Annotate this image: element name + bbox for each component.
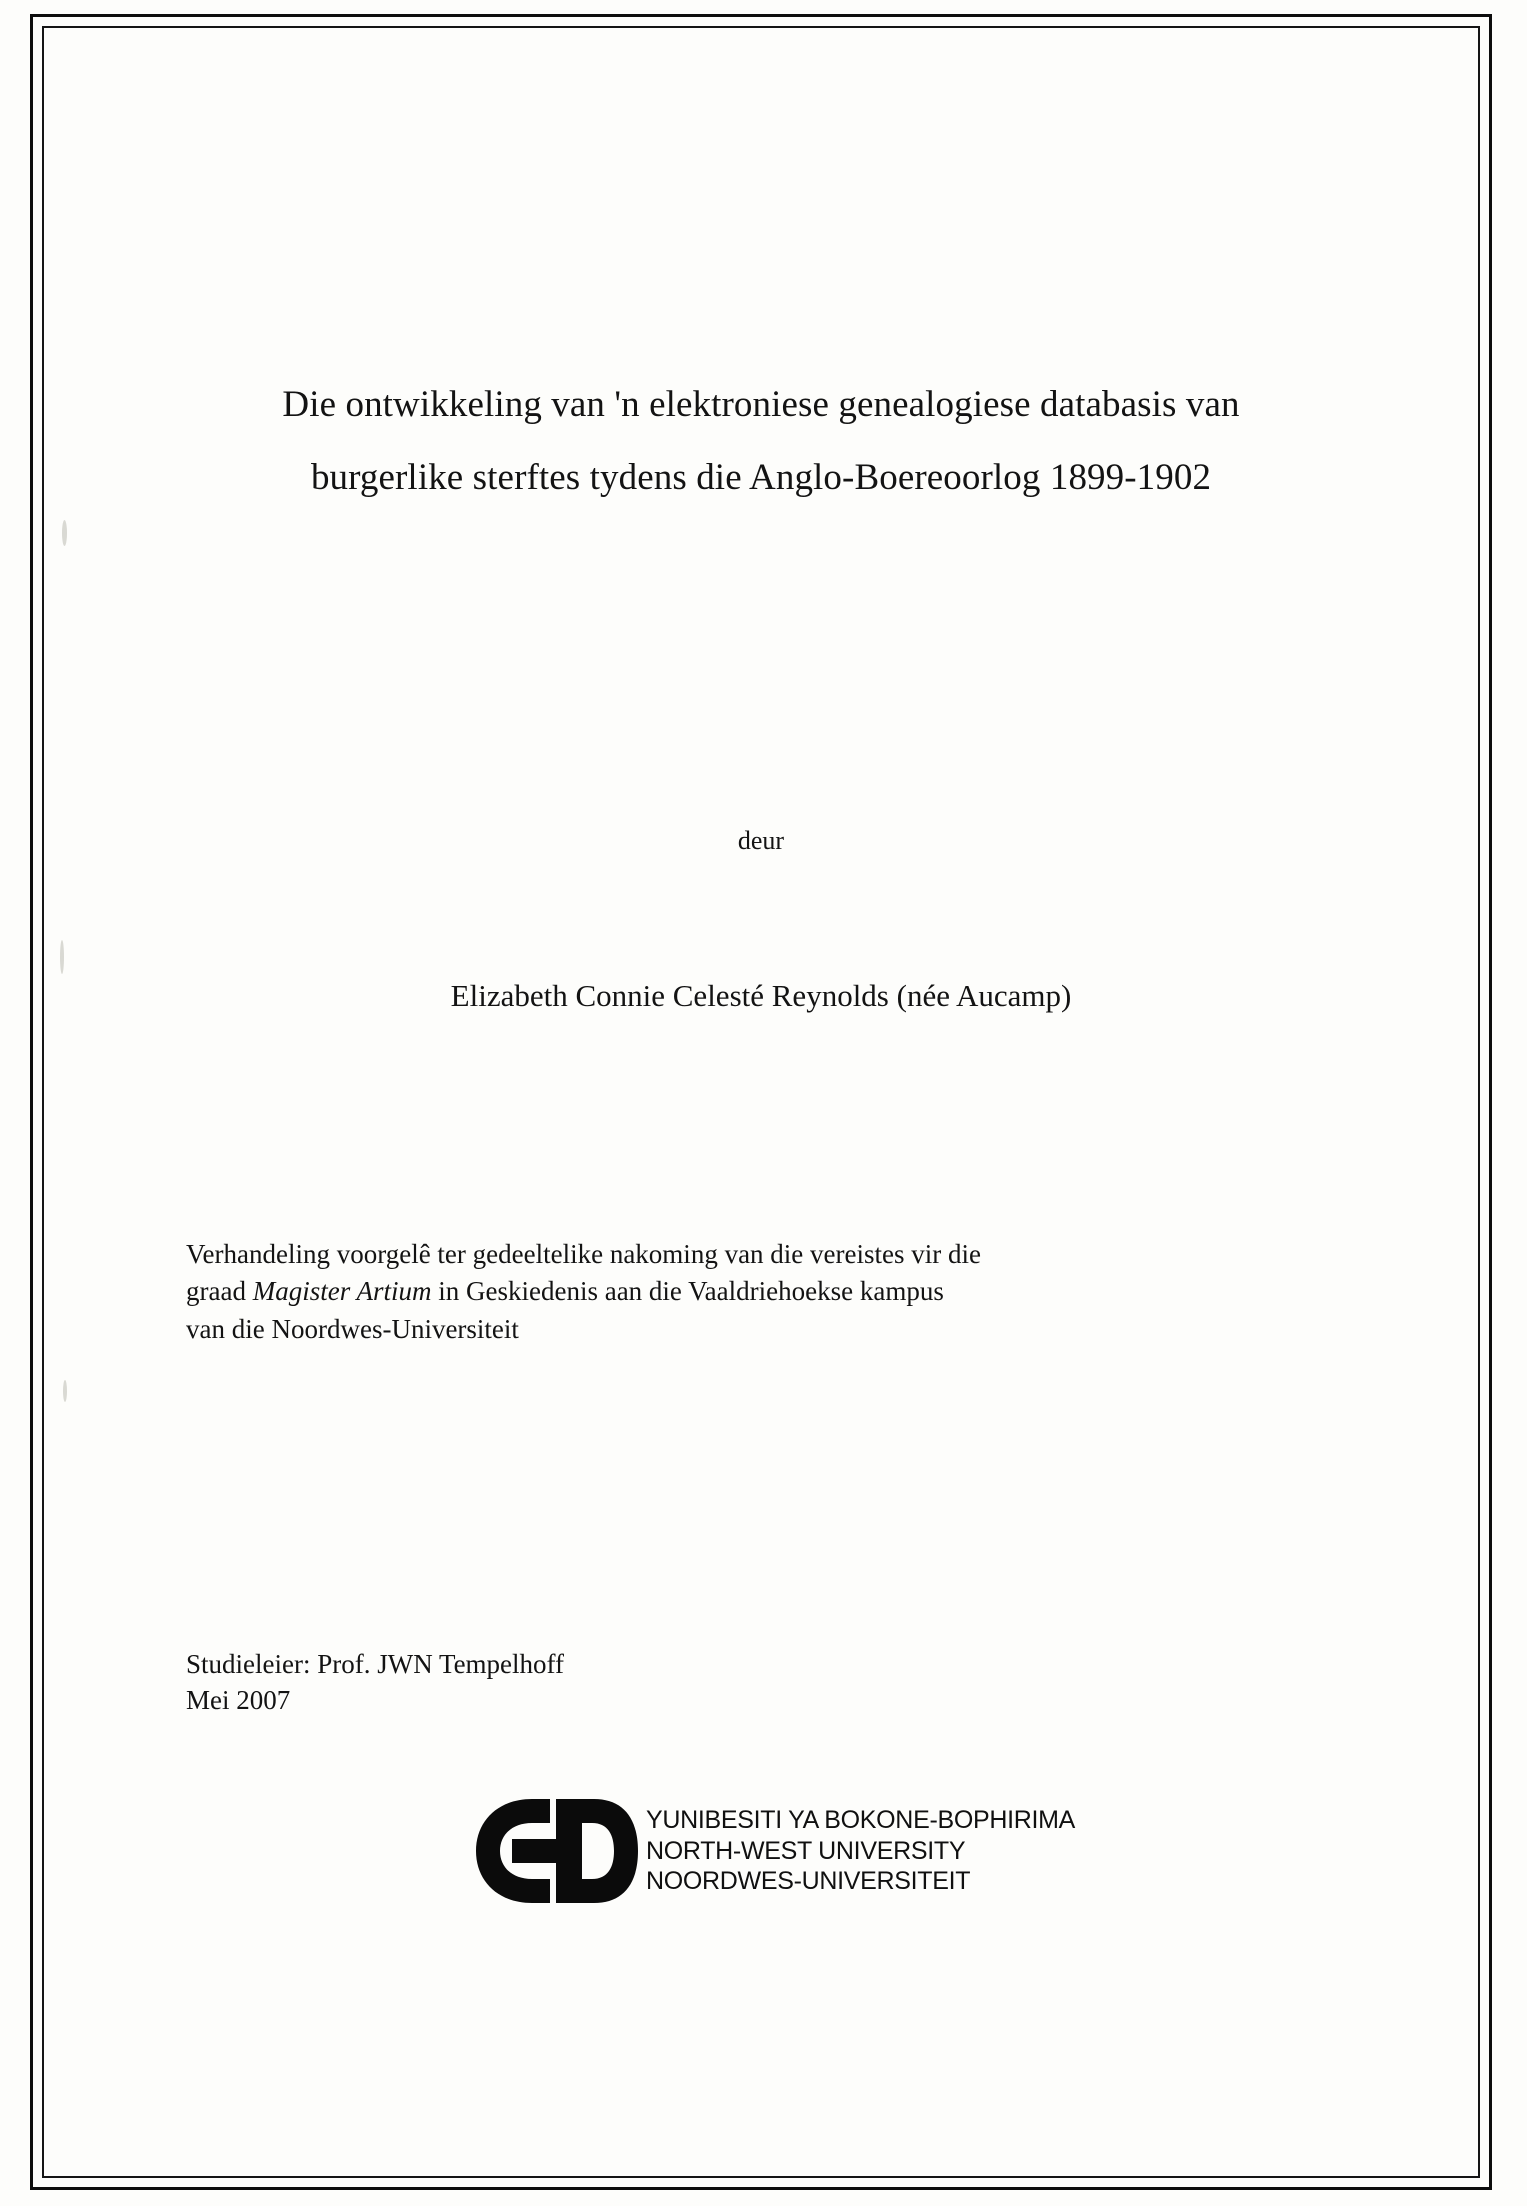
logo-text-line-1: YUNIBESITI YA BOKONE-BOPHIRIMA (646, 1806, 1076, 1835)
scan-speckle (60, 940, 64, 974)
scan-speckle (63, 1380, 67, 1402)
title-line-1: Die ontwikkeling van 'n elektroniese genealogiese databasis van (282, 384, 1240, 425)
degree-statement (186, 1236, 1336, 1348)
title-line-2: burgerlike sterftes tydens die Anglo-Boereoorlog 1899-1902 (310, 457, 1212, 498)
thesis-title (186, 386, 1336, 496)
author-name: Elizabeth Connie Celesté Reynolds (née Aucamp) (450, 978, 1072, 1013)
degree-statement-line-2-suffix: in Geskiedenis aan die Vaaldriehoekse kampus (431, 1276, 944, 1307)
degree-statement-line-2 (186, 1273, 1336, 1310)
north-west-university-logo-icon (472, 1793, 640, 1909)
degree-name-italic: Magister Artium (252, 1276, 432, 1307)
by-label: deur (737, 826, 785, 855)
degree-statement-line-2-prefix: graad (186, 1276, 253, 1307)
degree-statement-line-3: van die Noordwes-Universiteit (186, 1313, 519, 1344)
page-content (186, 26, 1336, 2178)
supervisor-line: Studieleier: Prof. JWN Tempelhoff (186, 1649, 565, 1679)
degree-statement-line-1: Verhandeling voorgelê ter gedeeltelike nakoming van die vereistes vir die (186, 1239, 981, 1269)
university-logo-block (472, 1786, 1172, 1916)
university-logo-text (646, 1805, 1075, 1897)
supervisor-and-date (186, 1646, 1336, 1719)
logo-text-line-2: NORTH-WEST UNIVERSITY (646, 1836, 966, 1865)
scan-speckle (62, 520, 67, 546)
date-line: Mei 2007 (186, 1685, 291, 1716)
logo-text-line-3: NOORDWES-UNIVERSITEIT (646, 1867, 971, 1896)
